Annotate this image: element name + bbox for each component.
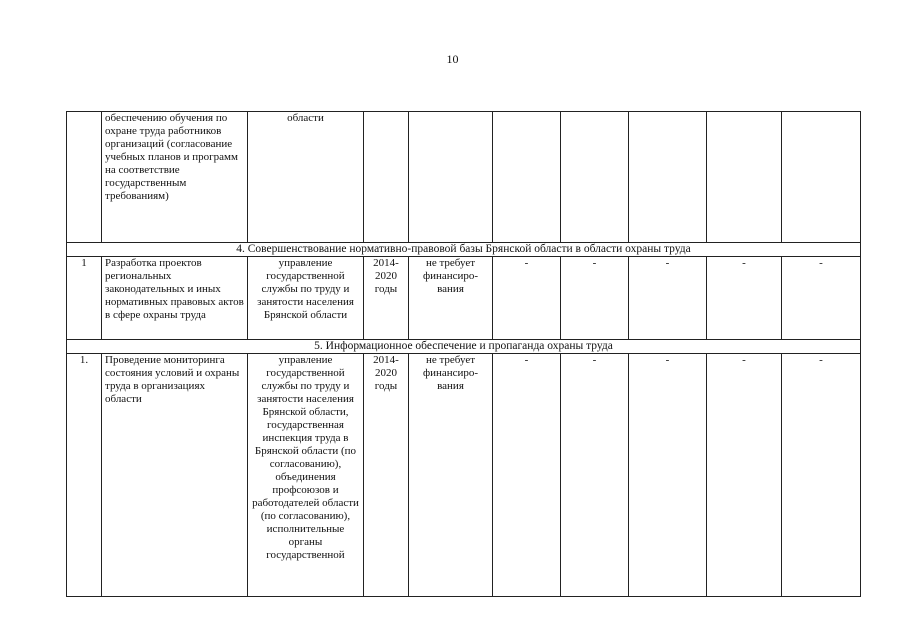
- program-table: [66, 111, 861, 597]
- funding-cell: не требует финансиро-вания: [409, 354, 493, 597]
- table-row: [67, 354, 861, 597]
- section-header-row: [67, 243, 861, 257]
- value-cell: [493, 112, 561, 243]
- value-cell: [707, 112, 782, 243]
- measure-cell: обеспечению обучения по охране труда работников организаций (согласование учебных планов и программ на соответствие государственным требованиям): [102, 112, 248, 243]
- period-cell: [364, 112, 409, 243]
- value-cell: -: [561, 257, 629, 340]
- row-number-cell: [67, 112, 102, 243]
- measure-cell: Проведение мониторинга состояния условий и охраны труда в организациях области: [102, 354, 248, 597]
- measure-cell: Разработка проектов региональных законодательных и иных нормативных правовых актов в сфере охраны труда: [102, 257, 248, 340]
- section-title: 5. Информационное обеспечение и пропаганда охраны труда: [67, 340, 861, 354]
- funding-cell: не требует финансиро-вания: [409, 257, 493, 340]
- value-cell: [561, 112, 629, 243]
- value-cell: -: [707, 257, 782, 340]
- row-number-cell: 1: [67, 257, 102, 340]
- value-cell: -: [493, 354, 561, 597]
- section-header-row: [67, 340, 861, 354]
- executor-cell: области: [248, 112, 364, 243]
- row-number-cell: 1.: [67, 354, 102, 597]
- value-cell: -: [493, 257, 561, 340]
- value-cell: -: [561, 354, 629, 597]
- value-cell: -: [629, 354, 707, 597]
- page-number: 10: [446, 52, 459, 66]
- value-cell: [629, 112, 707, 243]
- executor-cell: управление государственной службы по труду и занятости населения Брянской области: [248, 257, 364, 340]
- section-title: 4. Совершенствование нормативно-правовой базы Брянской области в области охраны труда: [67, 243, 861, 257]
- executor-cell: управление государственной службы по труду и занятости населения Брянской области, государственная инспекция труда в Брянской области (по согласованию), объединения профсоюзов и работодателей области (по согласованию), исполнительные органы государственной: [248, 354, 364, 597]
- value-cell: -: [782, 354, 861, 597]
- value-cell: -: [629, 257, 707, 340]
- value-cell: [782, 112, 861, 243]
- funding-cell: [409, 112, 493, 243]
- period-cell: 2014-2020 годы: [364, 257, 409, 340]
- value-cell: -: [782, 257, 861, 340]
- table-row: [67, 257, 861, 340]
- table-row: [67, 112, 861, 243]
- value-cell: -: [707, 354, 782, 597]
- period-cell: 2014-2020 годы: [364, 354, 409, 597]
